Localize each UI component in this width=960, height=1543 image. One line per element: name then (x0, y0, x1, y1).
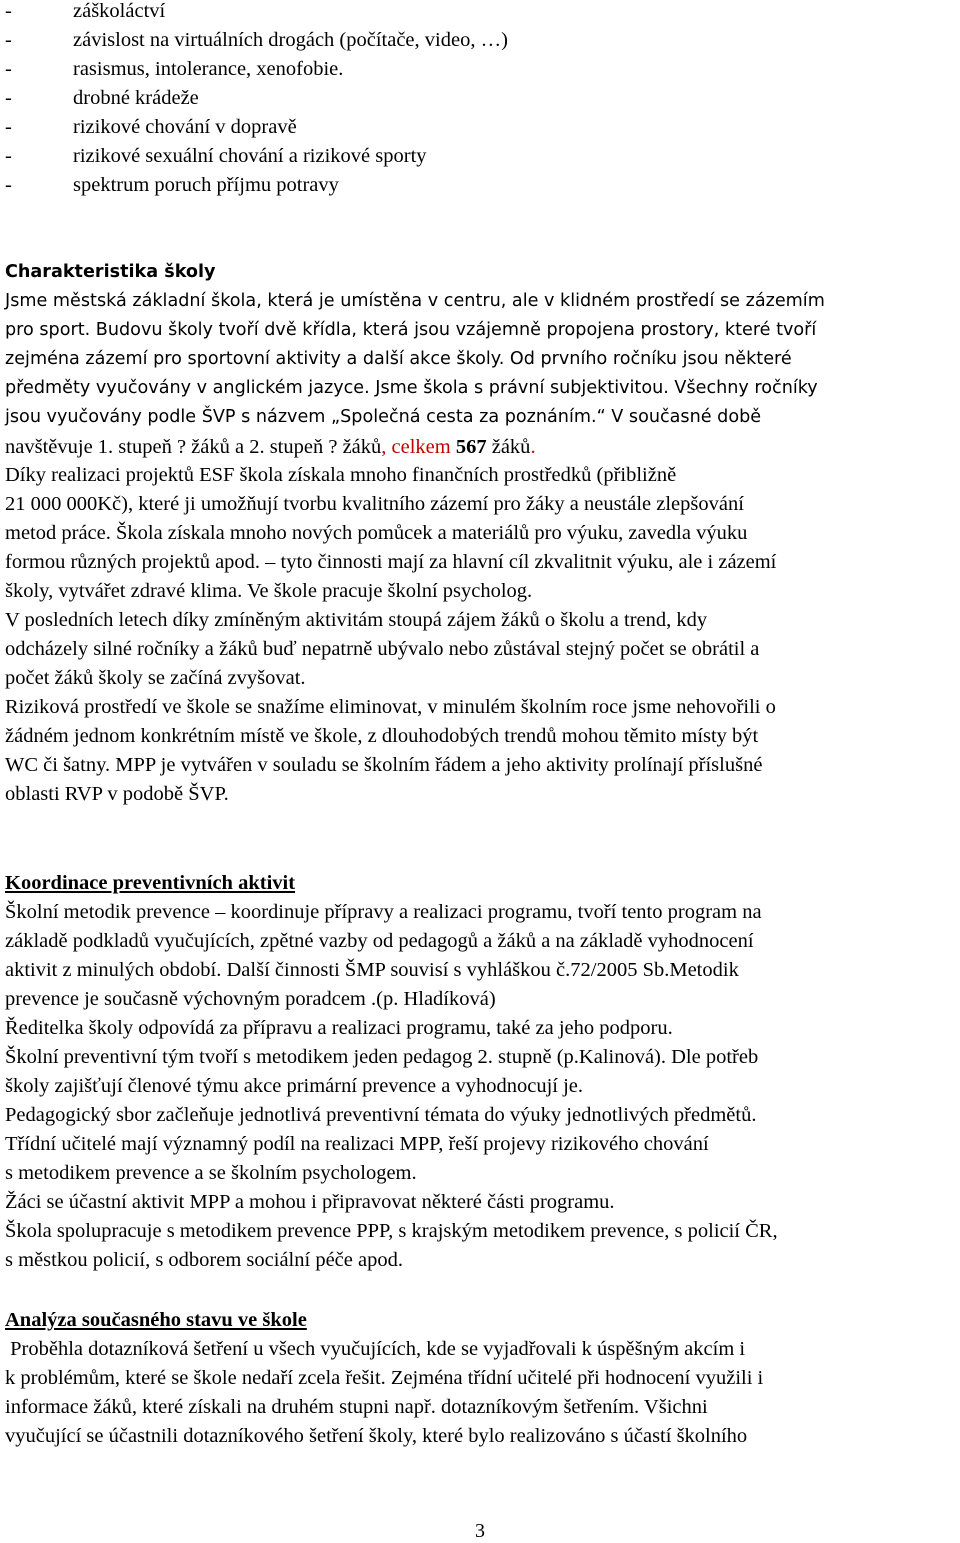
paragraph-line: vyučující se účastnili dotazníkového šetření školy, které bylo realizováno s účastí školního (5, 1425, 748, 1447)
total-student-count: 567 (455, 436, 487, 458)
paragraph-line: s metodikem prevence a se školním psychologem. (5, 1162, 417, 1184)
section-heading: Koordinace preventivních aktivit (5, 872, 296, 894)
paragraph-line: Třídní učitelé mají významný podíl na realizaci MPP, řeší projevy rizikového chování (5, 1133, 709, 1155)
paragraph-line: žádném jednom konkrétním místě ve škole, z dlouhodobých trendů mohou těmito místy být (5, 725, 759, 747)
paragraph-line: předměty vyučovány v anglickém jazyce. Jsme škola s právní subjektivitou. Všechny ročníky (5, 378, 818, 398)
paragraph-line: 21 000 000Kč), které ji umožňují tvorbu kvalitního zázemí pro žáky a neustále zlepšování (5, 493, 744, 515)
paragraph-line: formou různých projektů apod. – tyto činnosti mají za hlavní cíl zkvalitnit výuku, ale i zázemí (5, 551, 777, 573)
paragraph-line: Ředitelka školy odpovídá za přípravu a realizaci programu, také za jeho podporu. (5, 1017, 673, 1039)
paragraph-line: s městkou policií, s odborem sociální péče apod. (5, 1249, 403, 1271)
paragraph-line: WC či šatny. MPP je vytvářen v souladu se školním řádem a jeho aktivity prolínají příslušné (5, 754, 763, 776)
paragraph-line: prevence je současně výchovným poradcem .(p. Hladíková) (5, 988, 496, 1010)
paragraph-line: Škola spolupracuje s metodikem prevence PPP, s krajským metodikem prevence, s policií ČR, (5, 1220, 778, 1242)
paragraph-line: aktivit z minulých období. Další činnosti ŠMP souvisí s vyhláškou č.72/2005 Sb.Metodik (5, 959, 739, 981)
paragraph-line: metod práce. Škola získala mnoho nových pomůcek a materiálů pro výuku, zavedla výuku (5, 522, 748, 544)
paragraph-line: školy, vytvářet zdravé klima. Ve škole pracuje školní psycholog. (5, 580, 533, 602)
paragraph-line: počet žáků školy se začíná zvyšovat. (5, 667, 306, 689)
paragraph-line: pro sport. Budovu školy tvoří dvě křídla, která jsou vzájemně propojena prostory, které tvoří (5, 320, 817, 340)
paragraph-line: odcházely silné ročníky a žáků buď nepatrně ubývalo nebo zůstával stejný počet se obrátil a (5, 638, 760, 660)
section-heading: Charakteristika školy (5, 262, 216, 282)
paragraph-line: Riziková prostředí ve škole se snažíme eliminovat, v minulém školním roce jsme nehovořili o (5, 696, 776, 718)
paragraph-line: Školní preventivní tým tvoří s metodikem jeden pedagog 2. stupně (p.Kalinová). Dle potřeb (5, 1046, 759, 1068)
paragraph-line: Pedagogický sbor začleňuje jednotlivá preventivní témata do výuky jednotlivých předmětů. (5, 1104, 757, 1126)
page-number: 3 (475, 1520, 485, 1542)
paragraph-line: Proběhla dotazníková šetření u všech vyučujících, kde se vyjadřovali k úspěšným akcím i (5, 1338, 746, 1360)
paragraph-line: Žáci se účastní aktivit MPP a mohou i připravovat některé části programu. (5, 1191, 615, 1213)
paragraph-line: oblasti RVP v podobě ŠVP. (5, 783, 229, 805)
paragraph-line: zejména zázemí pro sportovní aktivity a další akce školy. Od prvního ročníku jsou některé (5, 349, 792, 369)
paragraph-line: základě podkladů vyučujících, zpětné vazby od pedagogů a žáků a na základě vyhodnocení (5, 930, 754, 952)
paragraph-line: Školní metodik prevence – koordinuje přípravy a realizaci programu, tvoří tento program na (5, 901, 762, 923)
paragraph-line-student-count: navštěvuje 1. stupeň ? žáků a 2. stupeň ? žáků, celkem 567 žáků. (5, 436, 536, 458)
paragraph-line: k problémům, které se škole nedaří zcela řešit. Zejména třídní učitelé při hodnocení využili i (5, 1367, 764, 1389)
paragraph-line: V posledních letech díky zmíněným aktivitám stoupá zájem žáků o školu a trend, kdy (5, 609, 708, 631)
paragraph-line: Díky realizaci projektů ESF škola získala mnoho finančních prostředků (přibližně (5, 464, 677, 486)
paragraph-line: jsou vyučovány podle ŠVP s názvem „Společná cesta za poznáním.“ V současné době (5, 407, 762, 427)
section-heading: Analýza současného stavu ve škole (5, 1309, 307, 1331)
paragraph-line: Jsme městská základní škola, která je umístěna v centru, ale v klidném prostředí se zázemím (5, 291, 825, 311)
paragraph-line: školy zajišťují členové týmu akce primární prevence a vyhodnocují je. (5, 1075, 584, 1097)
paragraph-line: informace žáků, které získali na druhém stupni např. dotazníkovým šetřením. Všichni (5, 1396, 708, 1418)
